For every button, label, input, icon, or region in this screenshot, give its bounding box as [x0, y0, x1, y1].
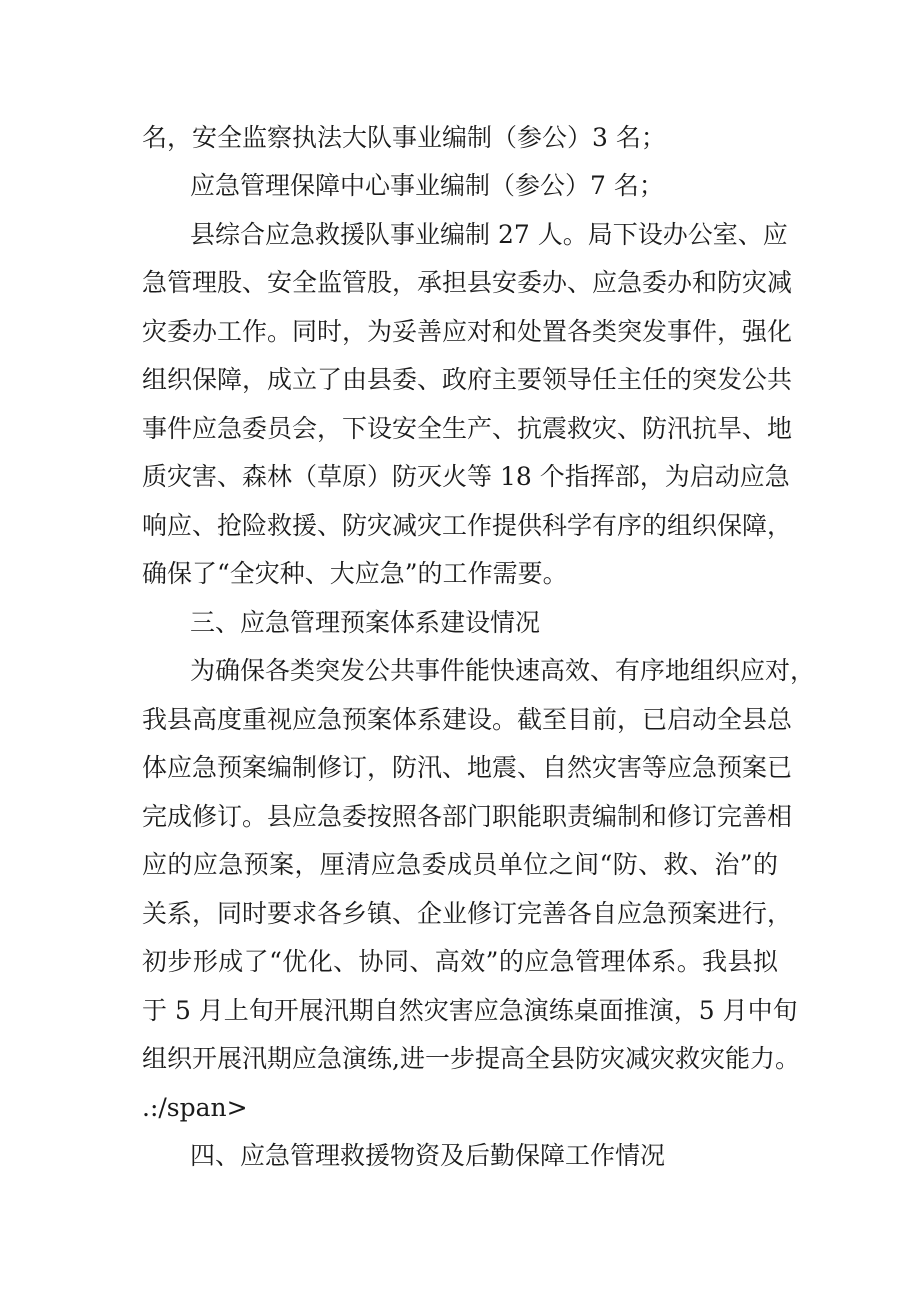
- text-line-16: 应的应急预案，厘清应急委成员单位之间“防、救、治”的: [142, 850, 778, 879]
- text-line-15: 完成修订。县应急委按照各部门职能职责编制和修订完善相: [142, 802, 793, 831]
- text-line-13: 我县高度重视应急预案体系建设。截至目前，已启动全县总: [142, 705, 793, 734]
- text-line-10: 确保了“全灾种、大应急”的工作需要。: [142, 559, 568, 588]
- text-line-14: 体应急预案编制修订，防汛、地震、自然灾害等应急预案已: [142, 753, 793, 782]
- text-line-9: 响应、抢险救援、防灾减灾工作提供科学有序的组织保障，: [142, 511, 793, 540]
- text-line-8: 质灾害、森林（草原）防灭火等 18 个指挥部，为启动应急: [142, 462, 790, 491]
- text-line-19: 于 5 月上旬开展汛期自然灾害应急演练桌面推演，5 月中旬: [142, 996, 798, 1025]
- text-line-7: 事件应急委员会，下设安全生产、抗震救灾、防汛抗旱、地: [142, 414, 793, 443]
- text-line-2: 应急管理保障中心事业编制（参公）7 名；: [190, 171, 664, 200]
- section-heading-4: 四、应急管理救援物资及后勤保障工作情况: [190, 1141, 666, 1170]
- text-line-4: 急管理股、安全监管股，承担县安委办、应急委办和防灾减: [142, 268, 793, 297]
- text-line-21: .:/span>: [142, 1093, 248, 1122]
- text-line-5: 灾委办工作。同时，为妥善应对和处置各类突发事件，强化: [142, 317, 793, 346]
- text-line-3: 县综合应急救援队事业编制 27 人。局下设办公室、应: [190, 220, 788, 249]
- text-line-18: 初步形成了“优化、协同、高效”的应急管理体系。我县拟: [142, 947, 778, 976]
- text-line-6: 组织保障，成立了由县委、政府主要领导任主任的突发公共: [142, 365, 793, 394]
- text-line-20: 组织开展汛期应急演练,进一步提高全县防灾减灾救灾能力。: [142, 1044, 800, 1073]
- text-line-12: 为确保各类突发公共事件能快速高效、有序地组织应对，: [190, 656, 816, 685]
- section-heading-3: 三、应急管理预案体系建设情况: [190, 608, 541, 637]
- text-line-1: 名，安全监察执法大队事业编制（参公）3 名；: [142, 123, 666, 152]
- text-line-17: 关系，同时要求各乡镇、企业修订完善各自应急预案进行，: [142, 899, 793, 928]
